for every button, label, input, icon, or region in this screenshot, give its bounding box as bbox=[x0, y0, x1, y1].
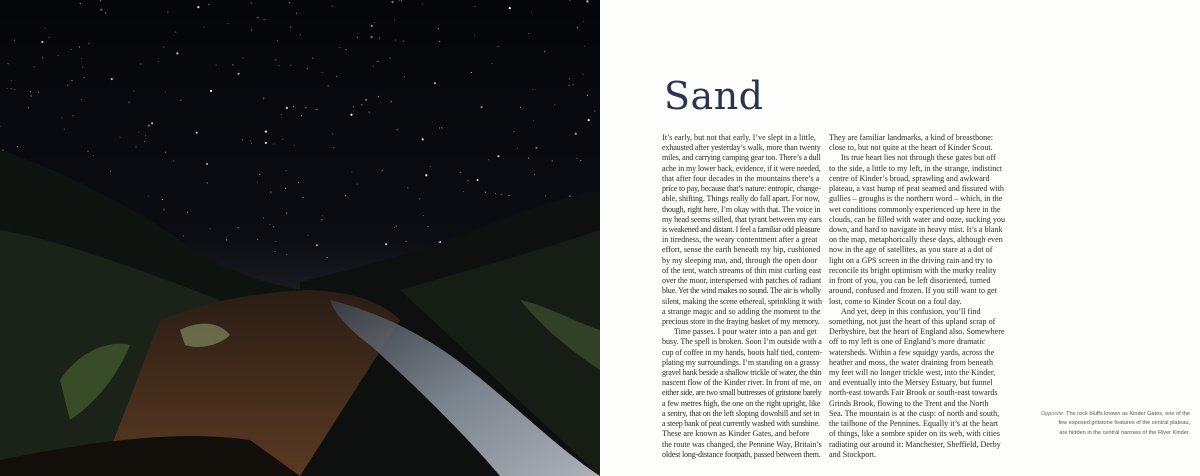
text-line: a steep bank of peat currently washed with sunshine. bbox=[662, 419, 820, 429]
star bbox=[441, 127, 442, 128]
star bbox=[357, 37, 358, 38]
star bbox=[327, 257, 328, 258]
star bbox=[290, 65, 291, 66]
star bbox=[389, 58, 390, 59]
text-line: a strange magic and so adding the moment to the bbox=[662, 306, 821, 316]
text-line: silent, making the scene ethereal, sprinkling it with bbox=[662, 296, 822, 306]
text-line: that after four decades in the mountains there’s a bbox=[662, 173, 820, 183]
star bbox=[332, 6, 333, 7]
star bbox=[300, 34, 301, 35]
star bbox=[396, 226, 397, 227]
star bbox=[584, 46, 585, 47]
text-line: the tailbone of the Pennines. Equally it’s at the heart bbox=[829, 419, 999, 429]
star bbox=[377, 61, 378, 62]
star bbox=[67, 85, 68, 86]
star bbox=[587, 95, 588, 96]
star bbox=[401, 0, 402, 1]
star bbox=[163, 46, 164, 47]
text-line: oldest long-distance footpath, passed between them. bbox=[662, 449, 821, 459]
star bbox=[333, 147, 334, 148]
star bbox=[14, 40, 15, 41]
star bbox=[111, 78, 113, 80]
star bbox=[257, 239, 258, 240]
star bbox=[273, 226, 274, 227]
text-line: the route was changed, the Pennine Way, Britain’s bbox=[662, 439, 822, 449]
star bbox=[439, 127, 440, 128]
star bbox=[501, 194, 502, 195]
star bbox=[357, 184, 358, 185]
text-line: Its true heart lies not through these gates but off bbox=[841, 153, 996, 163]
star bbox=[180, 100, 181, 101]
star bbox=[485, 192, 486, 193]
text-line: though, right here, I’m okay with that. The voice in bbox=[662, 204, 821, 214]
star bbox=[136, 147, 137, 148]
star bbox=[11, 80, 12, 81]
star bbox=[238, 70, 239, 71]
star bbox=[259, 174, 260, 175]
star bbox=[380, 103, 381, 104]
star bbox=[81, 58, 82, 59]
star bbox=[45, 28, 46, 29]
star bbox=[373, 66, 374, 67]
star bbox=[105, 13, 106, 14]
star bbox=[100, 9, 102, 11]
star bbox=[569, 85, 570, 86]
star bbox=[88, 151, 89, 152]
star bbox=[148, 196, 149, 197]
star bbox=[586, 0, 588, 2]
star bbox=[513, 131, 514, 132]
text-line: in front of you, you can be left disoriented, turned bbox=[829, 276, 991, 286]
star bbox=[82, 67, 83, 68]
star bbox=[580, 160, 581, 161]
star bbox=[251, 3, 252, 4]
star bbox=[534, 174, 535, 175]
star bbox=[509, 7, 511, 9]
star bbox=[303, 197, 304, 198]
star bbox=[138, 132, 139, 133]
star bbox=[588, 119, 590, 121]
star bbox=[379, 38, 380, 39]
star bbox=[265, 131, 267, 133]
star bbox=[151, 122, 153, 124]
star bbox=[316, 244, 318, 246]
star bbox=[423, 215, 424, 216]
text-line: blue. Yet the wind makes no sound. The air is wholly bbox=[662, 286, 821, 296]
star bbox=[332, 134, 333, 135]
star bbox=[3, 150, 4, 151]
star bbox=[8, 63, 9, 64]
star bbox=[495, 193, 496, 194]
star bbox=[403, 41, 404, 42]
star bbox=[322, 215, 323, 216]
star bbox=[242, 139, 243, 140]
star bbox=[242, 58, 243, 59]
star bbox=[28, 107, 29, 108]
star bbox=[531, 12, 532, 13]
star bbox=[391, 101, 392, 102]
star bbox=[509, 195, 510, 196]
star bbox=[594, 111, 595, 112]
star bbox=[263, 98, 264, 99]
star bbox=[528, 157, 529, 158]
text-line: exhausted after yesterday’s walk, more than twenty bbox=[662, 143, 821, 153]
text-line: is weakened and distant. I feel a familiar odd pleasure bbox=[662, 224, 820, 234]
text-line: in tiredness, the weary contentment after a great bbox=[662, 235, 818, 245]
star bbox=[210, 90, 212, 92]
star bbox=[173, 161, 174, 162]
star bbox=[404, 76, 405, 77]
text-line: effort, sense the earth beneath my hip, cushioned bbox=[662, 245, 821, 255]
star bbox=[533, 120, 534, 121]
star bbox=[110, 170, 111, 171]
star bbox=[100, 0, 101, 1]
star bbox=[17, 146, 18, 147]
text-line: gravel bank beside a shallow trickle of water, the thin bbox=[662, 368, 822, 378]
text-line: watersheds. Within a few squidgy yards, across the bbox=[829, 347, 995, 357]
star bbox=[339, 47, 340, 48]
text-line: plateau, a vast hump of peat seamed and fissured with bbox=[829, 184, 1004, 194]
star bbox=[286, 107, 288, 109]
star bbox=[419, 198, 420, 199]
text-line: a sentry, that on the left sloping downhill and set in bbox=[662, 408, 820, 418]
star bbox=[520, 107, 521, 108]
star bbox=[569, 0, 570, 1]
star bbox=[175, 32, 176, 33]
star bbox=[583, 74, 584, 75]
caption-line: few exposed gritstone features of the central plateau, bbox=[1058, 420, 1190, 427]
star bbox=[517, 148, 518, 149]
star bbox=[71, 80, 72, 81]
star bbox=[61, 117, 62, 118]
star bbox=[438, 28, 439, 29]
star bbox=[294, 145, 295, 146]
star bbox=[286, 213, 287, 214]
star bbox=[422, 3, 423, 4]
star bbox=[308, 235, 309, 236]
star bbox=[498, 46, 499, 47]
text-line: gullies – groughs is the northern word – which, in the bbox=[829, 194, 1003, 204]
text-line: light on a GPS screen in the driving rain and try to bbox=[829, 255, 993, 265]
text-line: to the side, a little to my left, in the strange, indistinct bbox=[829, 163, 1003, 173]
star bbox=[365, 99, 367, 101]
star bbox=[210, 228, 211, 229]
text-line: on the map, metaphorically these days, although even bbox=[829, 235, 1003, 245]
text-line: by my sleeping mat, and, through the open door bbox=[662, 255, 818, 265]
star bbox=[89, 43, 90, 44]
star bbox=[394, 227, 395, 228]
star bbox=[285, 188, 286, 189]
text-line: able, shifting. Things really do fall apart. For now, bbox=[662, 194, 820, 204]
text-line: Derbyshire, but the heart of England also. Somewhere bbox=[829, 327, 1005, 337]
star bbox=[345, 195, 346, 196]
star bbox=[285, 170, 286, 171]
star bbox=[371, 25, 373, 27]
star bbox=[275, 251, 276, 252]
star bbox=[351, 171, 352, 172]
text-column-2 bbox=[829, 133, 1005, 460]
star bbox=[176, 52, 178, 54]
star bbox=[165, 91, 166, 92]
star bbox=[312, 58, 313, 59]
star bbox=[196, 132, 198, 134]
star bbox=[425, 174, 427, 176]
star bbox=[72, 115, 73, 116]
star bbox=[535, 147, 537, 149]
star bbox=[468, 180, 469, 181]
star bbox=[328, 85, 329, 86]
star bbox=[569, 78, 570, 79]
star bbox=[474, 35, 475, 36]
caption-line: The rock bluffs known as Kinder Gates, one of the bbox=[1066, 411, 1190, 417]
star bbox=[41, 41, 43, 43]
text-line: wet conditions commonly experienced up here in the bbox=[829, 204, 1001, 214]
star bbox=[322, 219, 323, 220]
star bbox=[257, 17, 258, 18]
star bbox=[322, 72, 323, 73]
star bbox=[30, 91, 31, 92]
star bbox=[395, 40, 396, 41]
star bbox=[57, 55, 58, 56]
star bbox=[382, 170, 383, 171]
star bbox=[269, 224, 270, 225]
star bbox=[273, 143, 274, 144]
star bbox=[163, 209, 164, 210]
star bbox=[474, 6, 475, 7]
star bbox=[554, 104, 555, 105]
text-line: and Stockport. bbox=[829, 449, 877, 459]
star bbox=[480, 106, 482, 108]
star bbox=[430, 166, 431, 167]
star bbox=[361, 104, 362, 105]
star bbox=[11, 88, 12, 89]
text-line: close to, but not quite at the heart of Kinder Scout. bbox=[829, 143, 993, 153]
star bbox=[378, 96, 379, 97]
text-line: heather and moss, the water draining from beneath bbox=[829, 357, 994, 367]
text-line: reconcile its bright optimism with the murky reality bbox=[829, 265, 997, 275]
star bbox=[544, 51, 545, 52]
star bbox=[293, 106, 294, 107]
star bbox=[439, 41, 440, 42]
star bbox=[232, 64, 233, 65]
text-line: of things, like a sombre spider on its web, with cities bbox=[829, 429, 1000, 439]
star bbox=[576, 158, 577, 159]
star bbox=[237, 73, 239, 75]
text-line: Sea. The mountain is at the cusp: of north and south, bbox=[829, 408, 1000, 418]
star bbox=[281, 114, 282, 115]
text-line: price to pay, because that’s nature: entropic, change- bbox=[662, 184, 821, 194]
star bbox=[353, 106, 354, 107]
star bbox=[471, 72, 472, 73]
star bbox=[84, 77, 85, 78]
text-line: Grinds Brook, flowing to the Trent and the North bbox=[829, 398, 989, 408]
text-line: These are known as Kinder Gates, and before bbox=[662, 429, 810, 439]
text-line: precious store in the fraying basket of my memory. bbox=[662, 316, 820, 326]
text-line: and eventually into the Mersey Estuary, but funnel bbox=[829, 378, 993, 388]
text-line: radiating out around it: Manchester, Sheffield, Derby bbox=[829, 439, 1001, 449]
star bbox=[289, 2, 290, 3]
star bbox=[79, 47, 80, 48]
text-line: now in the age of satellites, as you stare at a dot of bbox=[829, 245, 993, 255]
star bbox=[427, 226, 428, 227]
star bbox=[422, 138, 424, 140]
star bbox=[71, 49, 72, 50]
star bbox=[296, 13, 297, 14]
star bbox=[203, 27, 204, 28]
star bbox=[197, 6, 199, 8]
text-line: Time passes. I pour water into a pan and get bbox=[674, 327, 817, 337]
star bbox=[206, 163, 208, 165]
text-line: of the tent, watch streams of thin mist curling east bbox=[662, 265, 822, 275]
star bbox=[460, 172, 461, 173]
text-line: lost, come to Kinder Scout on a foul day. bbox=[829, 296, 962, 306]
text-line: off to my left is one of England’s more dramatic bbox=[829, 337, 986, 347]
star bbox=[251, 29, 252, 30]
star bbox=[282, 139, 283, 140]
star bbox=[120, 137, 121, 138]
star bbox=[250, 140, 251, 141]
star bbox=[406, 241, 407, 242]
star bbox=[38, 92, 39, 93]
star bbox=[162, 199, 163, 200]
star bbox=[488, 159, 489, 160]
star bbox=[226, 239, 227, 240]
star bbox=[392, 1, 394, 3]
star bbox=[257, 182, 258, 183]
star bbox=[350, 114, 352, 116]
star bbox=[476, 179, 478, 181]
text-line: over the moor, interspersed with patches of radiant bbox=[662, 276, 822, 286]
star bbox=[251, 143, 252, 144]
text-line: And yet, deep in this confusion, you’ll find bbox=[841, 306, 981, 316]
text-line: down, and hard to navigate in heavy mist. It’s a blank bbox=[829, 224, 1003, 234]
star bbox=[298, 182, 299, 183]
text-line: centre of Kinder’s broad, sprawling and awkward bbox=[829, 173, 990, 183]
star bbox=[278, 65, 279, 66]
star bbox=[133, 91, 134, 92]
star bbox=[216, 65, 217, 66]
star bbox=[158, 61, 159, 62]
text-line: miles, and carrying camping gear too. There’s a dull bbox=[662, 153, 821, 163]
star bbox=[385, 243, 387, 245]
photo-caption bbox=[1030, 410, 1190, 438]
star bbox=[573, 84, 574, 85]
star bbox=[93, 155, 94, 156]
star bbox=[237, 227, 238, 228]
star bbox=[208, 4, 209, 5]
text-line: It’s early, but not that early. I’ve slept in a little, bbox=[662, 133, 816, 142]
star bbox=[183, 235, 184, 236]
star bbox=[34, 66, 35, 67]
star bbox=[275, 59, 276, 60]
star bbox=[49, 37, 50, 38]
text-page bbox=[600, 0, 1200, 476]
star bbox=[434, 82, 436, 84]
star bbox=[552, 161, 553, 162]
star bbox=[371, 36, 373, 38]
star bbox=[263, 217, 264, 218]
star bbox=[167, 12, 168, 13]
star bbox=[277, 40, 278, 41]
star bbox=[532, 89, 533, 90]
star bbox=[140, 64, 141, 65]
star bbox=[492, 63, 493, 64]
text-line: cup of coffee in my hands, boots half tied, contem- bbox=[662, 347, 822, 357]
star bbox=[207, 182, 208, 183]
text-line: ache in my lower back, evidence, if it were needed, bbox=[662, 163, 821, 173]
star bbox=[336, 76, 337, 77]
text-line: nascent flow of the Kinder river. In front of me, on bbox=[662, 378, 822, 388]
star bbox=[290, 27, 291, 28]
text-line: my feet will no longer trickle west, into the Kinder, bbox=[829, 368, 996, 378]
caption-line: are hidden in the central narrows of the River Kinder. bbox=[1059, 429, 1190, 436]
star bbox=[374, 22, 375, 23]
star bbox=[187, 212, 188, 213]
star bbox=[14, 89, 15, 90]
star bbox=[545, 195, 546, 196]
star bbox=[64, 129, 65, 130]
star bbox=[148, 124, 150, 126]
star bbox=[497, 155, 499, 157]
star bbox=[6, 88, 7, 89]
text-line: either side, are two small buttresses of gritstone barely bbox=[662, 388, 822, 398]
star bbox=[275, 241, 276, 242]
star bbox=[528, 33, 529, 34]
text-line: around, confused and frozen. If you still want to get bbox=[829, 286, 997, 296]
caption-label: Opposite: bbox=[1040, 411, 1065, 417]
text-line: busy. The spell is broken. Soon I’m outside with a bbox=[662, 337, 822, 347]
text-line: They are familiar landmarks, a kind of breastbone: bbox=[829, 133, 994, 142]
star bbox=[394, 19, 395, 20]
star bbox=[397, 129, 398, 130]
star bbox=[575, 133, 577, 135]
star bbox=[144, 141, 145, 142]
text-column-1 bbox=[662, 133, 822, 460]
star bbox=[264, 19, 265, 20]
text-line: clouds, can be filled with water and ooze, sucking you bbox=[829, 214, 1005, 224]
star bbox=[42, 57, 43, 58]
text-line: plating my surroundings. I’m standing on a grassy bbox=[662, 357, 820, 367]
chapter-title: Sand bbox=[664, 74, 764, 118]
star bbox=[265, 142, 267, 144]
star bbox=[301, 115, 302, 116]
star bbox=[165, 152, 166, 153]
star bbox=[463, 191, 464, 192]
star bbox=[305, 107, 306, 108]
star bbox=[583, 21, 584, 22]
star bbox=[346, 49, 347, 50]
text-line: my head seems stilled, that tyrant between my ears bbox=[662, 214, 822, 224]
star bbox=[407, 187, 408, 188]
star bbox=[228, 23, 229, 24]
star bbox=[81, 99, 82, 100]
star bbox=[270, 192, 271, 193]
star bbox=[145, 135, 146, 136]
text-line: a few metres high, the one on the right upright, like bbox=[662, 398, 821, 408]
star bbox=[316, 109, 317, 110]
star bbox=[129, 102, 130, 103]
text-line: north-east towards Fair Brook or south-east towards bbox=[829, 388, 998, 398]
star bbox=[31, 95, 32, 96]
star bbox=[399, 0, 400, 1]
star bbox=[307, 68, 308, 69]
text-line: something, not just the heart of this upland scrap of bbox=[829, 316, 996, 326]
star bbox=[286, 254, 287, 255]
star bbox=[577, 27, 578, 28]
star bbox=[80, 3, 81, 4]
star bbox=[369, 112, 370, 113]
